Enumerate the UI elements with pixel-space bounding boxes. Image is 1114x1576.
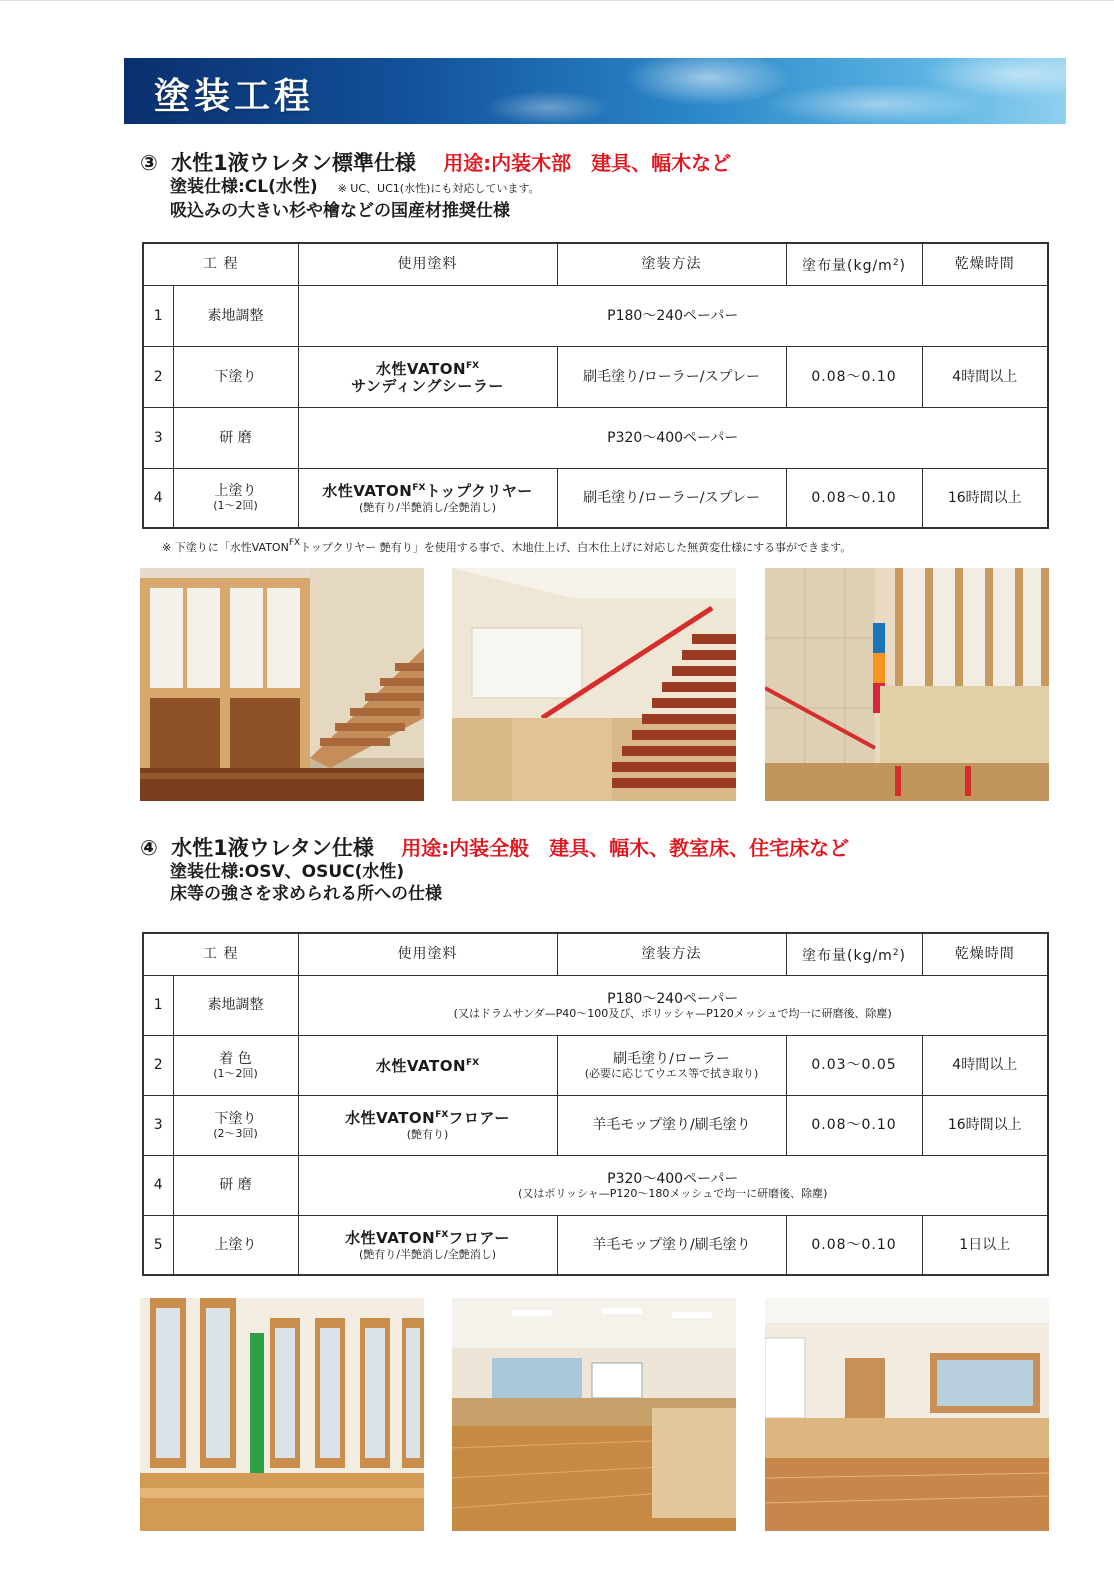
spec3-footnote: ※ 下塗りに「水性$VATON^{FX}$トップクリヤー 艶有り」を使用する事で、木地仕上げ、白木仕上げに対応した無黄変仕様にする事ができます。 [162,538,852,554]
row-process: 素地調整 [173,975,298,1035]
row-amount: 0.08～0.10 [786,468,922,528]
spec3-heading [140,150,731,222]
row-process: 研 磨 [173,1155,298,1215]
table-row [143,346,1048,407]
header-amount: 塗布量$(kg/m^2)$ [786,933,922,975]
table-row [143,407,1048,468]
row-dry: 16時間以上 [922,468,1048,528]
header-process: 工 程 [143,933,298,975]
row-number: 4 [143,468,173,528]
row-dry: 1日以上 [922,1215,1048,1275]
row-process: 研 磨 [173,407,298,468]
row-number: 5 [143,1215,173,1275]
table-row [143,285,1048,346]
row-number: 3 [143,1095,173,1155]
row-span-text: P320～400ペーパー [298,407,1048,468]
row-method: 羊毛モップ塗り/刷毛塗り [557,1215,786,1275]
header-method: 塗装方法 [557,243,786,285]
top-rule [0,0,1114,1]
header-paint: 使用塗料 [298,933,557,975]
header-paint: 使用塗料 [298,243,557,285]
row-method: 羊毛モップ塗り/刷毛塗り [557,1095,786,1155]
photo-sliding-door-stairs [140,568,424,801]
spec4-usage: 用途:内装全般 建具、幅木、教室床、住宅床など [401,836,850,860]
row-number: 2 [143,346,173,407]
row-process: 下塗り [173,346,298,407]
row-number: 1 [143,975,173,1035]
banner-title: 塗装工程 [154,76,315,117]
row-span-text: P180～240ペーパー (又はドラムサンダ—P40～100及び、ポリッシャ—P120メッシュで均一に研磨後、除塵) [298,975,1048,1035]
row-dry: 4時間以上 [922,1035,1048,1095]
row-dry: 4時間以上 [922,346,1048,407]
photo-classroom-floor [452,1298,736,1531]
row-span-text: P180～240ペーパー [298,285,1048,346]
table-row [143,1215,1048,1275]
spec4-spec-line: 塗装仕様:OSV、OSUC(水性) [170,862,405,882]
row-process: 素地調整 [173,285,298,346]
header-method: 塗装方法 [557,933,786,975]
table-row [143,1155,1048,1215]
row-process: 上塗り [173,1215,298,1275]
header-dry: 乾燥時間 [922,933,1048,975]
row-amount: 0.08～0.10 [786,1215,922,1275]
row-method: 刷毛塗り/ローラー/スプレー [557,468,786,528]
header-amount: 塗布量$(kg/m^2)$ [786,243,922,285]
table-row [143,975,1048,1035]
row-amount: 0.03～0.05 [786,1035,922,1095]
table-row [143,468,1048,528]
spec3-recommend: 吸込みの大きい杉や檜などの国産材推奨仕様 [170,201,510,221]
row-process: 着 色 (1～2回) [173,1035,298,1095]
row-process: 上塗り (1～2回) [173,468,298,528]
spec3-spec-line: 塗装仕様:CL(水性) [170,177,318,197]
row-dry: 16時間以上 [922,1095,1048,1155]
photo-room-floor [765,1298,1049,1531]
row-paint: 水性$VATON^{FX}$フロアー (艶有り) [298,1095,557,1155]
row-number: 4 [143,1155,173,1215]
spec4-title: 水性1液ウレタン仕様 [171,836,374,860]
row-paint: 水性$VATON^{FX}$ [298,1035,557,1095]
spec4-number: ④ [140,836,158,860]
row-process: 下塗り (2～3回) [173,1095,298,1155]
spec3-title: 水性1液ウレタン標準仕様 [171,151,416,175]
header-process: 工 程 [143,243,298,285]
row-paint: 水性$VATON^{FX}$フロアー (艶有り/半艶消し/全艶消し) [298,1215,557,1275]
spec3-spec-note: ※ UC、UC1(水性)にも対応しています。 [337,182,540,195]
row-number: 1 [143,285,173,346]
table-header-row [143,243,1048,285]
photo-staircase-handrail [452,568,736,801]
photo-lattice-bench [765,568,1049,801]
row-method: 刷毛塗り/ローラー/スプレー [557,346,786,407]
header-dry: 乾燥時間 [922,243,1048,285]
row-method: 刷毛塗り/ローラー (必要に応じてウエス等で拭き取り) [557,1035,786,1095]
section-banner [124,58,1066,124]
row-amount: 0.08～0.10 [786,346,922,407]
row-amount: 0.08～0.10 [786,1095,922,1155]
spec4-recommend: 床等の強さを求められる所への仕様 [170,884,442,904]
spec3-usage: 用途:内装木部 建具、幅木など [443,151,732,175]
row-paint: 水性$VATON^{FX}$トップクリヤー (艶有り/半艶消し/全艶消し) [298,468,557,528]
row-span-text: P320～400ペーパー (又はポリッシャ—P120～180メッシュで均一に研磨後、除塵) [298,1155,1048,1215]
spec3-number: ③ [140,151,158,175]
spec4-heading [140,835,849,905]
row-number: 2 [143,1035,173,1095]
row-number: 3 [143,407,173,468]
table-row [143,1095,1048,1155]
spec4-table [142,932,1049,1276]
photo-windows-green-pillar [140,1298,424,1531]
row-paint: 水性$VATON^{FX}$ サンディングシーラー [298,346,557,407]
table-header-row [143,933,1048,975]
table-row [143,1035,1048,1095]
spec3-table [142,242,1049,529]
